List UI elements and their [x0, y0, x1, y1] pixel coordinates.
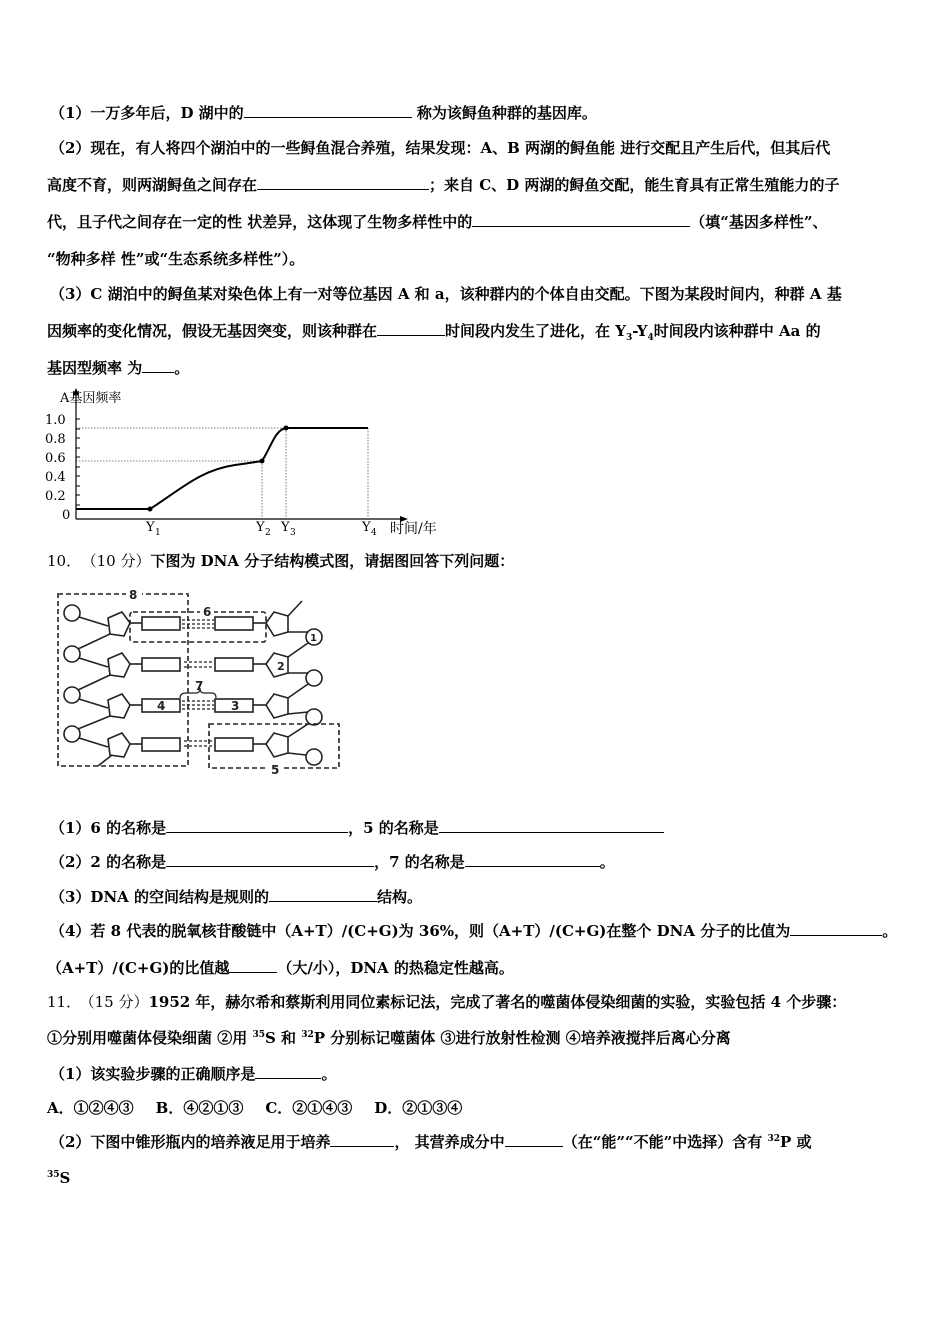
x-tick-label: Y [281, 520, 290, 535]
superscript: 35 [47, 1170, 60, 1180]
q11-sub1 [50, 1064, 336, 1084]
dna-structure-diagram [52, 588, 344, 774]
q9-sub3-line2-mid: 时间段内发生了进化，在 Y [445, 322, 626, 340]
q9-sub1 [50, 103, 597, 123]
q11-stem [47, 992, 846, 1012]
question-number: 10． [47, 552, 82, 570]
question-stem: 1952 年，赫尔希和蔡斯利用同位素标记法，完成了著名的噬菌体侵染细菌的实验，实验包括 4 个步骤： [148, 993, 847, 1011]
q9-sub2-line4: “物种多样 性”或“生态系统多样性”）。 [47, 250, 305, 268]
q9-sub2-line3-suffix: （填“基因多样性”、 [690, 213, 828, 231]
option-b[interactable]: B．④②①③ [155, 1099, 244, 1117]
question-score: （10 分） [89, 552, 151, 570]
q10-sub5-prefix: （A+T）/(C+G)的比值越 [47, 959, 230, 977]
q9-sub2-line2 [47, 175, 839, 195]
subscript: 4 [647, 333, 654, 343]
q9-sub3-line3 [47, 358, 189, 378]
answer-blank[interactable] [439, 818, 664, 833]
label-7: 7 [195, 679, 204, 693]
y-axis-label: A基因频率 [60, 391, 122, 406]
q9-sub2-line3-prefix: 代，且子代之间存在一定的性 状差异，这体现了生物多样性中的 [47, 213, 473, 231]
answer-blank[interactable] [142, 358, 174, 373]
y-tick-label: 1.0 [45, 413, 66, 428]
y-tick-label: 0.4 [45, 470, 66, 485]
y-tick-label: 0.8 [45, 432, 66, 447]
y-tick-label: 0.6 [45, 451, 66, 466]
answer-blank[interactable] [505, 1132, 563, 1147]
q9-sub3-line2 [47, 321, 821, 341]
q11-sub2-cont [47, 1168, 70, 1188]
x-axis-label: 时间/年 [390, 521, 437, 537]
q9-sub2-line1: （2）现在，有人将四个湖泊中的一些鲟鱼混合养殖，结果发现：A、B 两湖的鲟鱼能 进行交配且产生后代，但其后代 [50, 139, 831, 157]
option-a[interactable]: A．①②④③ [47, 1099, 134, 1117]
q9-sub3-line2-suffix: 时间段内该种群中 Aa 的 [653, 322, 821, 340]
x-tick-subscript: 4 [371, 528, 377, 538]
q10-sub2-mid: ，7 的名称是 [374, 853, 465, 871]
answer-blank[interactable] [465, 852, 600, 867]
answer-blank[interactable] [330, 1132, 394, 1147]
q10-sub4-prefix: （4）若 8 代表的脱氧核苷酸链中（A+T）/(C+G)为 36%，则（A+T）/(C+G)在整个 DNA 分子的比值为 [50, 922, 791, 940]
q10-sub2-suffix: 。 [599, 853, 615, 871]
q10-sub5 [47, 958, 514, 978]
answer-blank[interactable] [166, 852, 374, 867]
x-tick-subscript: 2 [265, 528, 271, 538]
q11-sub1-prefix: （1）该实验步骤的正确顺序是 [50, 1065, 256, 1083]
label-8: 8 [129, 588, 138, 602]
subscript: 3 [625, 333, 633, 343]
q11-sub1-suffix: 。 [321, 1065, 337, 1083]
x-tick-label: Y [362, 520, 371, 535]
label-6: 6 [203, 605, 212, 619]
answer-blank[interactable] [255, 1064, 321, 1079]
label-3: 3 [231, 699, 240, 713]
q10-sub1-mid: ，5 的名称是 [348, 819, 439, 837]
gene-frequency-chart [40, 385, 460, 540]
label-5: 5 [271, 763, 280, 774]
q11-sub2-s: S [59, 1169, 71, 1187]
superscript: 35 [252, 1030, 265, 1040]
q10-sub3-prefix: （3）DNA 的空间结构是规则的 [50, 888, 270, 906]
label-2: 2 [277, 660, 285, 673]
option-c[interactable]: C．②①④③ [265, 1099, 353, 1117]
box-5 [209, 724, 339, 768]
y-tick-label: 0 [62, 508, 71, 523]
q10-stem [47, 551, 514, 571]
q10-sub3 [50, 887, 422, 907]
q9-sub1-suffix: 称为该鲟鱼种群的基因库。 [411, 104, 597, 122]
q9-sub2-line2-suffix: ；来自 C、D 两湖的鲟鱼交配，能生育具有正常生殖能力的子 [429, 176, 840, 194]
label-4: 4 [157, 699, 166, 713]
q10-sub1-prefix: （1）6 的名称是 [50, 819, 167, 837]
q10-sub1 [50, 818, 664, 838]
question-number: 11． [47, 993, 82, 1011]
q9-sub3-dash: -Y [632, 322, 648, 340]
q11-sub2-mid2: （在“能”“不能”中选择）含有 [562, 1133, 768, 1151]
answer-blank[interactable] [166, 818, 348, 833]
answer-blank[interactable] [790, 921, 882, 936]
x-tick-subscript: 1 [155, 528, 161, 538]
q11-options [47, 1098, 462, 1118]
data-point [260, 459, 265, 464]
answer-blank[interactable] [377, 321, 445, 336]
answer-blank[interactable] [269, 887, 377, 902]
data-point [284, 426, 289, 431]
q9-sub3-line3-suffix: 。 [174, 359, 190, 377]
q11-sub2 [50, 1132, 811, 1152]
question-score: （15 分） [87, 993, 149, 1011]
q10-sub2-prefix: （2）2 的名称是 [50, 853, 167, 871]
answer-blank[interactable] [244, 103, 412, 118]
q9-sub3-line1: （3）C 湖泊中的鲟鱼某对染色体上有一对等位基因 A 和 a，该种群内的个体自由交配。下图为某段时间内，种群 A 基 [50, 285, 842, 303]
q10-sub3-suffix: 结构。 [377, 888, 423, 906]
q10-sub4-suffix: 。 [882, 922, 898, 940]
x-tick-label: Y [146, 520, 155, 535]
q11-steps-part2: S 和 [264, 1029, 302, 1047]
q9-sub3-line3-prefix: 基因型频率 为 [47, 359, 143, 377]
data-point [148, 507, 153, 512]
x-tick-label: Y [256, 520, 265, 535]
label-1: 1 [310, 633, 317, 644]
question-stem: 下图为 DNA 分子结构模式图，请据图回答下列问题： [150, 552, 515, 570]
q11-steps-part3: P 分别标记噬菌体 ③进行放射性检测 ④培养液搅拌后离心分离 [313, 1029, 731, 1047]
q10-sub2 [50, 852, 615, 872]
q11-sub2-p-or: P 或 [779, 1133, 812, 1151]
q9-sub2-line3 [47, 212, 828, 232]
answer-blank[interactable] [229, 958, 277, 973]
option-d[interactable]: D．②①③④ [374, 1099, 463, 1117]
q10-sub4 [50, 921, 897, 941]
q11-steps [47, 1028, 731, 1048]
q9-sub1-prefix: （1）一万多年后，D 湖中的 [50, 104, 244, 122]
q9-sub3-line2-prefix: 因频率的变化情况，假设无基因突变，则该种群在 [47, 322, 378, 340]
x-tick-subscript: 3 [290, 528, 296, 538]
frequency-curve [76, 428, 368, 509]
q11-sub2-mid: ， 其营养成分中 [394, 1133, 505, 1151]
q10-sub5-suffix: （大/小），DNA 的热稳定性越高。 [277, 959, 514, 977]
answer-blank[interactable] [472, 212, 690, 227]
q11-steps-part1: ①分别用噬菌体侵染细菌 ②用 [47, 1029, 253, 1047]
superscript: 32 [767, 1134, 780, 1144]
superscript: 32 [301, 1030, 314, 1040]
q11-sub2-prefix: （2）下图中锥形瓶内的培养液足用于培养 [50, 1133, 331, 1151]
y-tick-label: 0.2 [45, 489, 66, 504]
answer-blank[interactable] [257, 175, 429, 190]
q9-sub2-line2-prefix: 高度不育，则两湖鲟鱼之间存在 [47, 176, 258, 194]
